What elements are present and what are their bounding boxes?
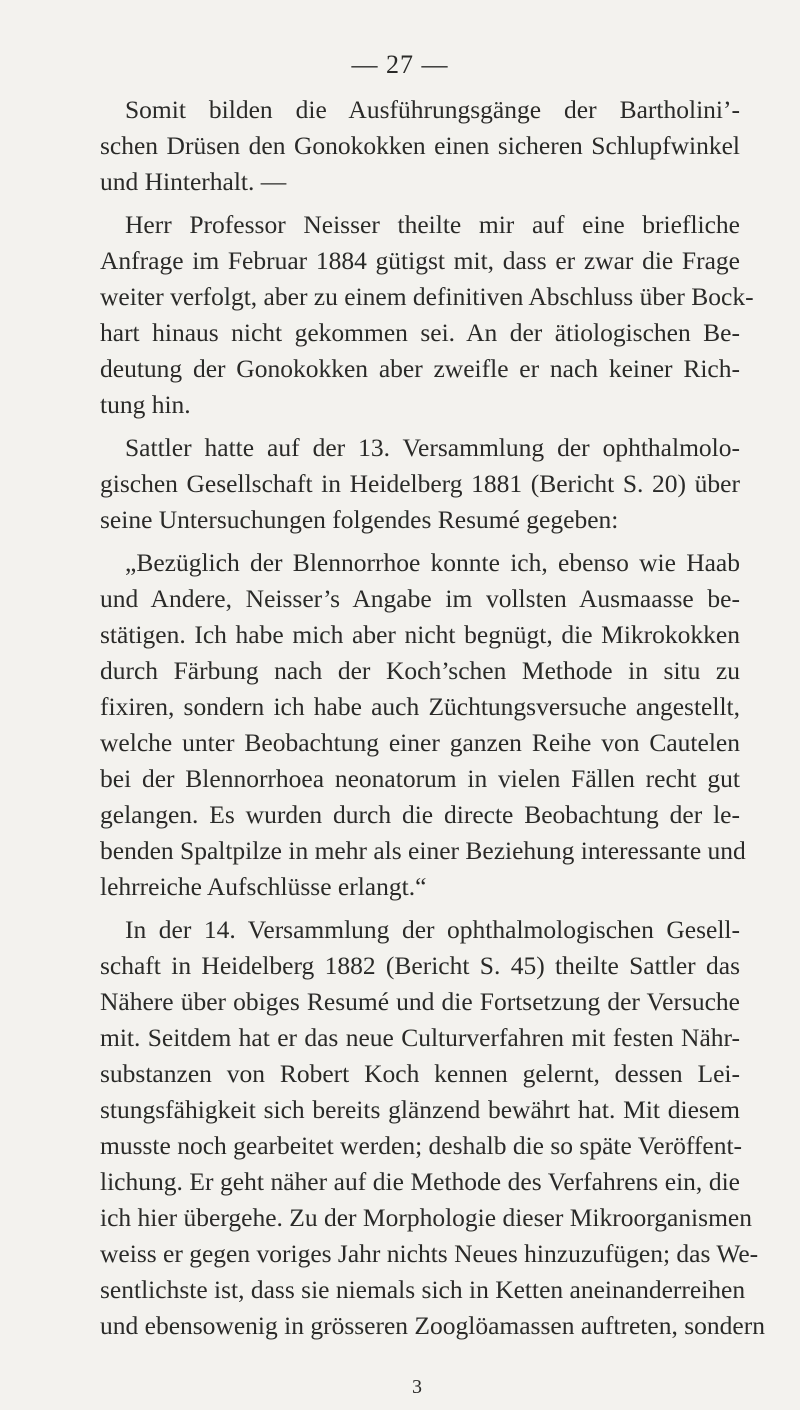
paragraph-sattler-1881 <box>100 430 740 538</box>
paragraph-sattler-1882 <box>100 912 765 1344</box>
text-line: Nähere über obiges Resumé und die Fortsetzung der Versuche <box>100 987 740 1016</box>
text-line: tung hin. <box>100 390 191 419</box>
text-line: lehrreiche Aufschlüsse erlangt.“ <box>100 872 427 901</box>
text-line: durch Färbung nach der Koch’schen Methode in situ zu <box>100 656 740 685</box>
paragraph-neisser <box>100 207 754 423</box>
text-line: stungsfähigkeit sich bereits glänzend bewährt hat. Mit diesem <box>100 1095 740 1124</box>
text-line: benden Spaltpilze in mehr als einer Beziehung interessante und <box>100 836 746 865</box>
text-line: welche unter Beobachtung einer ganzen Reihe von Cautelen <box>100 728 740 757</box>
text-line: lichung. Er geht näher auf die Methode des Verfahrens ein, die <box>100 1167 740 1196</box>
text-line: stätigen. Ich habe mich aber nicht begnügt, die Mikrokokken <box>100 620 740 649</box>
text-line: Anfrage im Februar 1884 gütigst mit, dass er zwar die Frage <box>100 246 740 275</box>
text-line: musste noch gearbeitet werden; deshalb die so späte Veröffent- <box>100 1131 743 1160</box>
paragraph-bartholini <box>100 92 740 200</box>
text-line: In der 14. Versammlung der ophthalmologischen Gesell- <box>125 915 740 944</box>
page-number: — 27 — <box>351 50 449 79</box>
text-line: Somit bilden die Ausführungsgänge der Bartholini’- <box>125 95 740 124</box>
paragraph-quotation <box>100 545 746 905</box>
text-line: gischen Gesellschaft in Heidelberg 1881 (Bericht S. 20) über <box>100 469 740 498</box>
text-line: Herr Professor Neisser theilte mir auf eine briefliche <box>125 210 740 239</box>
text-line: deutung der Gonokokken aber zweifle er nach keiner Rich- <box>100 354 740 383</box>
text-line: ich hier übergehe. Zu der Morphologie dieser Mikroorganismen <box>100 1203 752 1232</box>
text-line: weiter verfolgt, aber zu einem definitiven Abschluss über Bock- <box>100 282 754 311</box>
text-line: Sattler hatte auf der 13. Versammlung der ophthalmolo- <box>125 433 740 462</box>
text-line: weiss er gegen voriges Jahr nichts Neues hinzuzufügen; das We- <box>100 1239 759 1268</box>
text-line: sentlichste ist, dass sie niemals sich in Ketten aneinanderreihen <box>100 1275 746 1304</box>
text-line: schen Drüsen den Gonokokken einen sicheren Schlupfwinkel <box>100 131 740 160</box>
text-line: und Hinterhalt. — <box>100 167 287 196</box>
text-line: „Bezüglich der Blennorrhoe konnte ich, ebenso wie Haab <box>125 548 740 577</box>
text-line: substanzen von Robert Koch kennen gelernt, dessen Lei- <box>100 1059 740 1088</box>
body-text <box>100 92 765 1344</box>
text-line: hart hinaus nicht gekommen sei. An der ätiologischen Be- <box>100 318 740 347</box>
text-line: und Andere, Neisser’s Angabe im vollsten Ausmaasse be- <box>100 584 740 613</box>
text-line: bei der Blennorrhoea neonatorum in vielen Fällen recht gut <box>100 764 740 793</box>
text-line: gelangen. Es wurden durch die directe Beobachtung der le- <box>100 800 740 829</box>
text-line: schaft in Heidelberg 1882 (Bericht S. 45) theilte Sattler das <box>100 951 740 980</box>
text-line: und ebensowenig in grösseren Zooglöamassen auftreten, sondern <box>100 1311 765 1340</box>
printer-signature-mark: 3 <box>412 1376 422 1398</box>
text-line: mit. Seitdem hat er das neue Culturverfahren mit festen Nähr- <box>100 1023 740 1052</box>
text-line: fixiren, sondern ich habe auch Züchtungsversuche angestellt, <box>100 692 740 721</box>
text-line: seine Untersuchungen folgendes Resumé gegeben: <box>100 505 619 534</box>
